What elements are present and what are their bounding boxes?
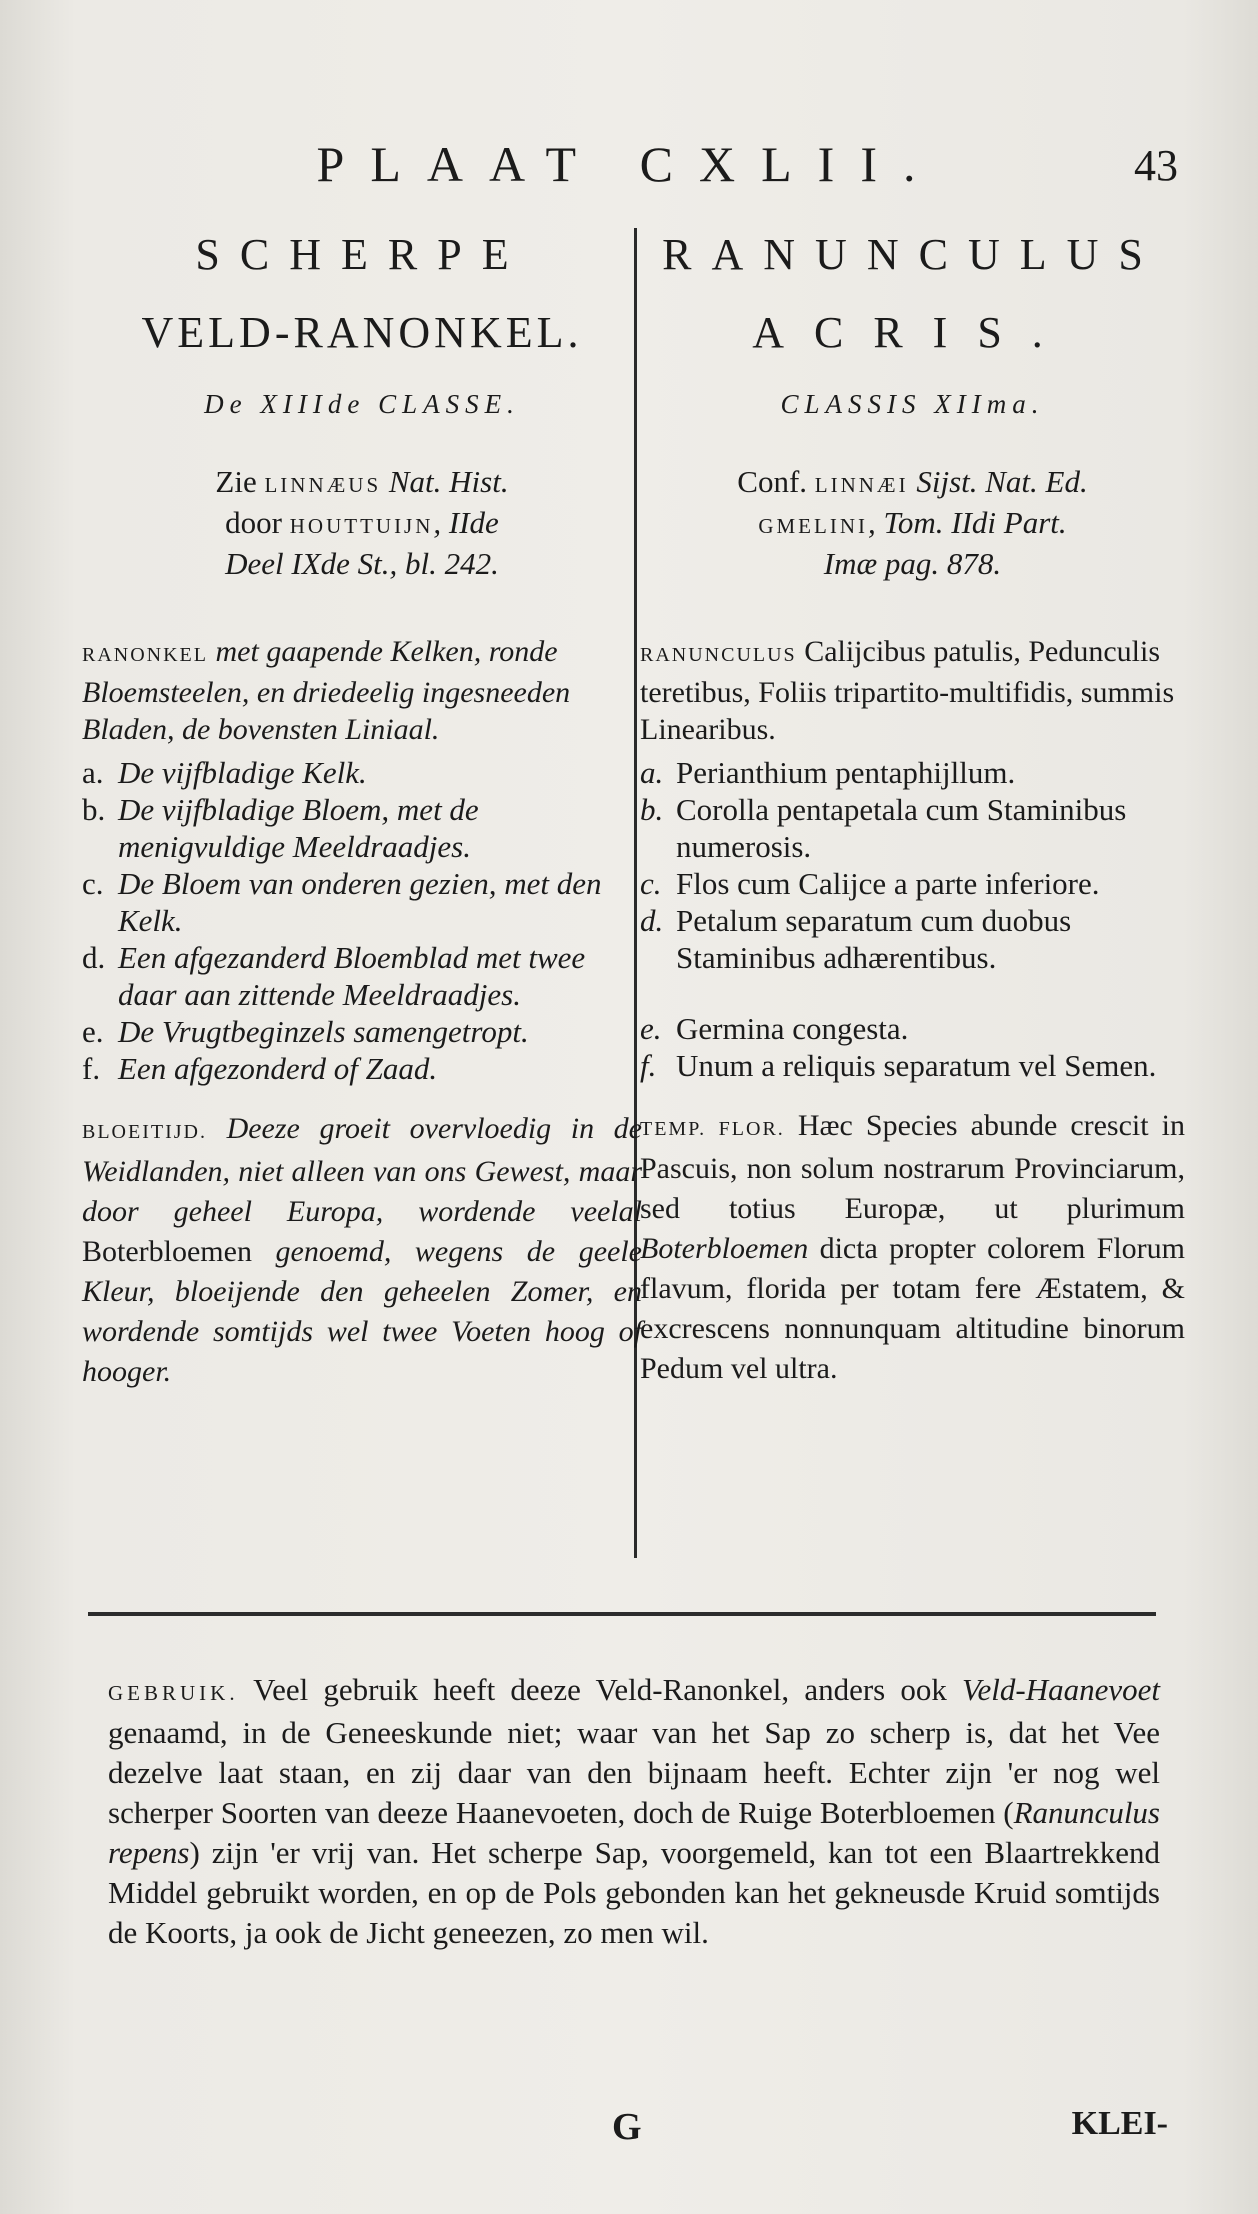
dutch-name-line1: SCHERPE — [195, 230, 529, 279]
diagnosis-text: met gaapende Kelken, ronde Bloemsteelen, en driedeelig ingesneeden Bladen, de bovensten Liniaal. — [82, 635, 571, 746]
usage-text: genaamd, in de Geneeskunde niet; waar van het Sap zo scherp is, dat het Vee dezelve laat staan, en zij daar van den bijnaam heeft. Echter zijn 'er nog wel scherper Soorten van deeze Haanevoeten, doch de Ruige Boterbloemen ( — [108, 1715, 1160, 1830]
legend-item — [640, 1047, 1185, 1084]
legend-text: Flos cum Calijce a parte inferiore. — [676, 866, 1100, 901]
dutch-figure-legend — [82, 754, 642, 1087]
legend-text: Een afgezanderd Bloemblad met twee daar aan zittende Meeldraadjes. — [118, 940, 586, 1012]
latin-figure-legend — [640, 754, 1185, 1084]
legend-item — [82, 791, 642, 865]
legend-item — [640, 1010, 1185, 1047]
flowering-text: genoemd, wegens de geele Kleur, bloeijende den geheelen Zomer, en wordende somtijds wel twee Voeten hoog of hooger. — [82, 1235, 642, 1388]
legend-text: Perianthium pentaphijllum. — [676, 755, 1016, 790]
ref-part: , Tom. IIdi Part. — [868, 505, 1067, 540]
flowering-common-name: Boterbloemen — [82, 1235, 252, 1268]
section-rule — [88, 1612, 1156, 1616]
legend-item — [82, 939, 642, 1013]
latin-name-line2: ACRIS. — [752, 308, 1073, 357]
flowering-label: TEMP. FLOR. — [640, 1118, 785, 1140]
usage-text: ) zijn 'er vrij van. Het scherpe Sap, voorgemeld, kan tot een Blaartrekkend Middel gebruikt worden, en op de Pols gebonden kan het gekneusde Kruid somtijds de Koorts, ja ook de Jicht geneezen, zo men wil. — [108, 1835, 1160, 1950]
usage-label: GEBRUIK. — [108, 1681, 239, 1705]
ref-text: door — [225, 505, 290, 540]
latin-column — [640, 225, 1185, 1389]
flowering-text: Hæc Species abunde crescit in Pascuis, non solum nostrarum Provinciarum, sed totius Europæ, ut plurimum — [640, 1109, 1185, 1225]
usage-latin-name: Ranunculus repens — [108, 1795, 1160, 1870]
ref-text: Conf. — [737, 464, 815, 499]
legend-text: Unum a reliquis separatum vel Semen. — [676, 1048, 1157, 1083]
legend-text: De vijfbladige Bloem, met de menigvuldige Meeldraadjes. — [118, 792, 479, 864]
ref-editor: GMELINI — [758, 514, 868, 538]
latin-name-line1: RANUNCULUS — [662, 230, 1163, 279]
diagnosis-text: Calijcibus patulis, Pedunculis teretibus, Foliis tripartito-multifidis, summis Linearibus. — [640, 635, 1175, 746]
legend-key: b. — [640, 792, 664, 827]
ref-page: Imæ pag. 878. — [823, 546, 1002, 581]
legend-text: Een afgezonderd of Zaad. — [118, 1051, 438, 1086]
latin-class-heading: CLASSIS XIIma. — [780, 389, 1045, 419]
usage-alt-name: Veld-Haanevoet — [962, 1672, 1160, 1707]
dutch-name-line2: VELD-RANONKEL. — [141, 308, 583, 357]
ref-work: Nat. Hist. — [381, 464, 509, 499]
ref-volume: Deel IXde St., bl. 242. — [225, 546, 499, 581]
ref-text: Zie — [215, 464, 265, 499]
usage-paragraph — [108, 1670, 1160, 1953]
legend-key: d. — [82, 940, 106, 975]
ref-work: Sijst. Nat. Ed. — [908, 464, 1088, 499]
legend-text: De Vrugtbeginzels samengetropt. — [118, 1014, 529, 1049]
dutch-diagnosis — [82, 633, 642, 748]
legend-text: Petalum separatum cum duobus Staminibus adhærentibus. — [676, 903, 1072, 975]
legend-text: De vijfbladige Kelk. — [118, 755, 367, 790]
catchword: KLEI- — [1071, 2105, 1168, 2142]
legend-item — [82, 754, 642, 791]
legend-key: a. — [82, 755, 104, 790]
diagnosis-genus: RANUNCULUS — [640, 644, 797, 666]
legend-key: b. — [82, 792, 106, 827]
legend-key: e. — [640, 1011, 662, 1046]
ref-translator: HOUTTUIJN — [289, 514, 434, 538]
ref-author: LINNÆI — [814, 473, 909, 497]
signature-mark: G — [612, 2106, 642, 2148]
legend-text: Germina congesta. — [676, 1011, 909, 1046]
legend-item — [82, 865, 642, 939]
flowering-label: BLOEITIJD. — [82, 1121, 207, 1143]
flowering-common-name: Boterbloemen — [640, 1232, 809, 1265]
legend-item — [640, 902, 1185, 976]
latin-diagnosis — [640, 633, 1185, 748]
diagnosis-genus: RANONKEL — [82, 644, 208, 666]
legend-item — [82, 1013, 642, 1050]
flowering-text: Deeze groeit overvloedig in de Weidlanden, niet alleen van ons Gewest, maar door geheel Europa, wordende veelal — [82, 1112, 642, 1228]
legend-key: d. — [640, 903, 664, 938]
ref-part: , IIde — [433, 505, 499, 540]
flowering-text: dicta propter colorem Florum flavum, florida per totam fere Æstatem, & excrescens nonnunquam altitudine binorum Pedum vel ultra. — [640, 1232, 1185, 1385]
plate-title: PLAAT CXLII. — [316, 136, 942, 192]
legend-key: a. — [640, 755, 664, 790]
legend-item — [640, 791, 1185, 865]
dutch-class-heading: De XIIIde CLASSE. — [204, 389, 520, 419]
dutch-column — [82, 225, 642, 1392]
ref-author: LINNÆUS — [264, 473, 382, 497]
legend-item — [640, 865, 1185, 902]
legend-text: De Bloem van onderen gezien, met den Kelk. — [118, 866, 602, 938]
legend-item — [82, 1050, 642, 1087]
legend-key: f. — [640, 1048, 657, 1083]
page-number: 43 — [1134, 141, 1178, 190]
legend-item — [640, 754, 1185, 791]
dutch-flowering — [82, 1109, 642, 1392]
latin-reference — [640, 463, 1185, 583]
latin-flowering — [640, 1106, 1185, 1389]
usage-text: Veel gebruik heeft deeze Veld-Ranonkel, anders ook — [238, 1672, 963, 1707]
legend-key: c. — [82, 866, 104, 901]
dutch-reference — [82, 463, 642, 583]
legend-key: f. — [82, 1051, 101, 1086]
legend-key: e. — [82, 1014, 104, 1049]
legend-key: c. — [640, 866, 662, 901]
legend-text: Corolla pentapetala cum Staminibus numerosis. — [676, 792, 1127, 864]
